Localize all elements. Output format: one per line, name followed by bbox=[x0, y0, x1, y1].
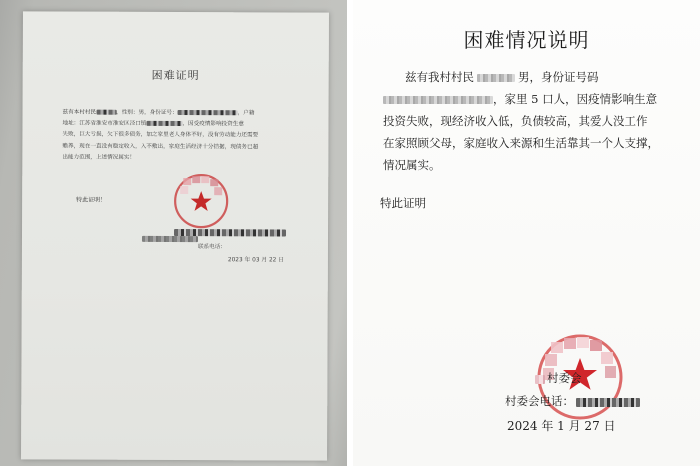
right-document-paper bbox=[353, 0, 700, 466]
left-body-line: 赡养，现在一直没有稳定收入，入不敷出，家庭生活经济十分拮据，现债务已超 bbox=[62, 143, 259, 150]
redacted-phone-number bbox=[576, 398, 640, 407]
right-document-date: 2024 年 1 月 27 日 bbox=[507, 419, 616, 433]
left-special-statement: 特此证明！ bbox=[76, 196, 107, 204]
right-document-title: 困难情况说明 bbox=[463, 28, 590, 52]
redacted-committee-name bbox=[535, 375, 545, 384]
left-body-line: 兹有本村村民 ，性别：男，身份证号： ，户籍 bbox=[62, 109, 255, 117]
right-special-statement: 特此证明 bbox=[380, 196, 426, 210]
right-document-body bbox=[383, 66, 683, 176]
redacted-id-number bbox=[383, 96, 493, 104]
right-phone-line: 村委会电话： bbox=[505, 393, 640, 409]
seal-star-icon bbox=[172, 172, 230, 230]
left-body-line: 地址：江苏省淮安市淮安区泾口镇 ，因受疫情影响投资生意 bbox=[62, 120, 244, 128]
right-body-line: ，家里 5 口人，因疫情影响生意 bbox=[383, 88, 683, 110]
left-document-date: 2023 年 03 月 22 日 bbox=[227, 257, 285, 264]
left-document-title: 困难证明 bbox=[151, 68, 200, 83]
left-document-body bbox=[62, 108, 310, 165]
official-seal-left bbox=[172, 172, 230, 230]
redacted-name bbox=[477, 74, 515, 82]
redacted-name bbox=[96, 110, 116, 115]
right-body-line: 在家照顾父母，家庭收入来源和生活靠其一个人支撑， bbox=[383, 136, 659, 150]
redacted-address bbox=[146, 121, 182, 126]
left-body-line: 出能力范围，上述情况属实！ bbox=[62, 154, 136, 161]
right-body-line: 兹有我村村民 男，身份证号码 bbox=[405, 70, 599, 84]
right-document-photo bbox=[353, 0, 700, 466]
redacted-id-number bbox=[178, 110, 238, 115]
village-committee-label: 村委会 bbox=[535, 370, 582, 386]
redacted-block bbox=[142, 236, 198, 242]
right-body-line: 情况属实。 bbox=[383, 158, 441, 172]
left-document-paper bbox=[21, 11, 329, 460]
left-phone-label: 联系电话： bbox=[197, 244, 226, 251]
right-body-line: 投资失败，现经济收入低，负债较高，其爱人没工作 bbox=[383, 114, 648, 128]
left-body-line: 失败，巨大亏损，欠下很多债务，加之家里老人身体不好，没有劳动能力还需要 bbox=[62, 131, 259, 139]
left-document-photo bbox=[0, 0, 347, 466]
